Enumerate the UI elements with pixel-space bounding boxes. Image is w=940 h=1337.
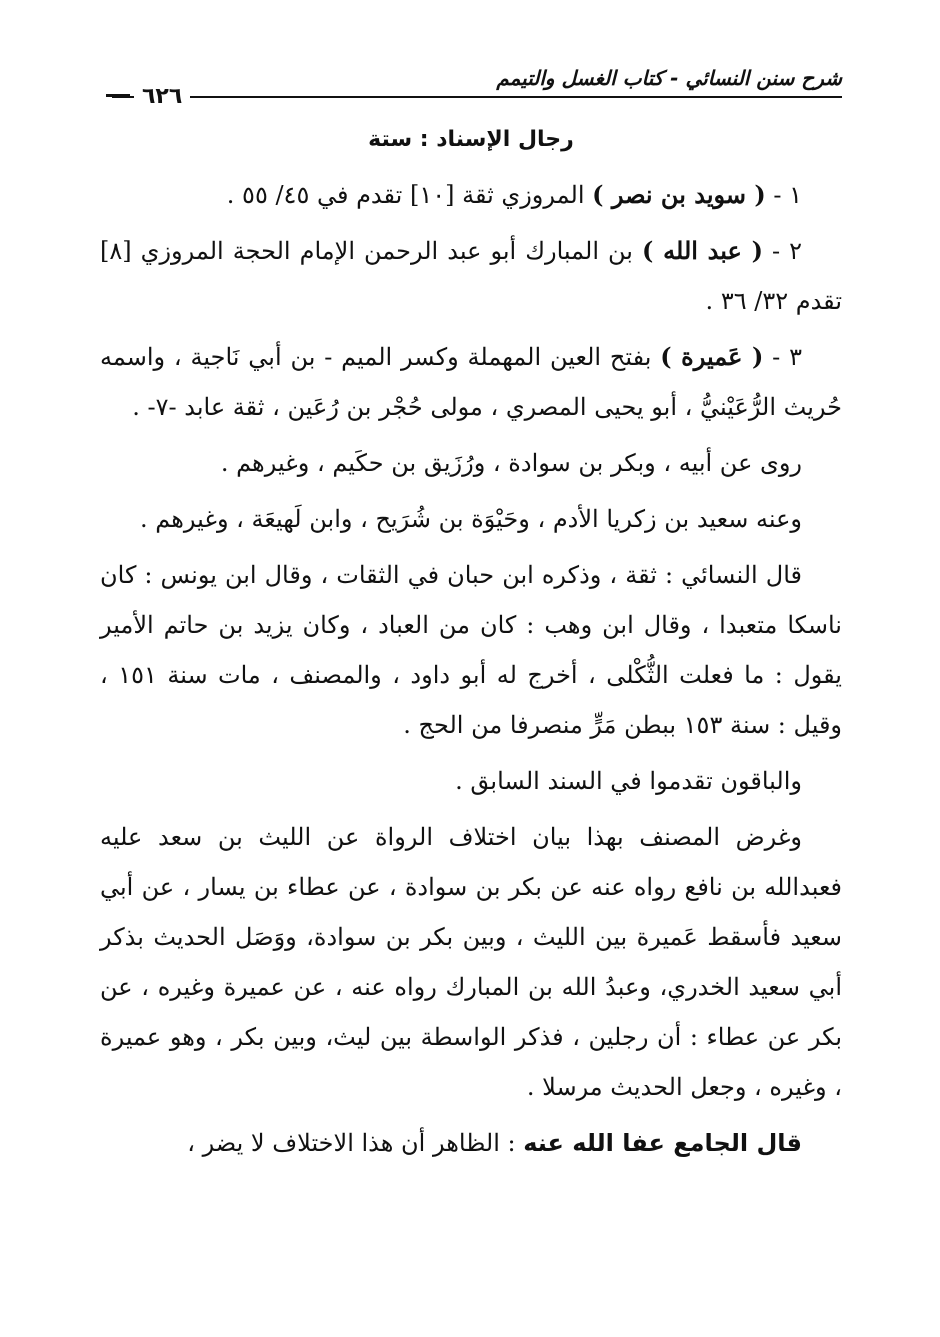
narrator-2 [100,226,842,326]
section-heading: رجال الإسناد : ستة [368,127,574,152]
narrator-1-text: المروزي ثقة [١٠] تقدم في ٤٥/ ٥٥ . [226,181,593,209]
grading-paragraph: قال النسائي : ثقة ، وذكره ابن حبان في الثقات ، وقال ابن يونس : كان ناسكا متعبدا ، وقال ابن وهب : كان من العباد ، وكان يزيد بن حاتم الأمير يقول : ما فعلت الثُّكْلى ، أخرج له أبو داود ، والمصنف ، مات سنة ١٥١ ، وقيل : سنة ١٥٣ ببطن مَرٍّ منصرفا من الحج . [100,561,842,739]
narrated-by-paragraph: وعنه سعيد بن زكريا الأدم ، وحَيْوَة بن شُرَيح ، وابن لَهيعَة ، وغيرهم . [140,505,802,533]
narrator-3-text: بفتح العين المهملة وكسر الميم - بن أبي نَاجية ، واسمه حُريث الرُّعَيْنيُّ ، أبو يحيى المصري ، مولى حُجْر بن رُعَين ، ثقة عابد -٧- . [100,343,842,421]
compiler-comment-lead: قال الجامع عفا الله عنه [523,1129,802,1157]
narrator-2-number: ٢ - [762,237,803,265]
header-rule [112,96,842,98]
narrator-2-text: بن المبارك أبو عبد الرحمن الإمام الحجة المروزي [٨] تقدم ٣٢/ ٣٦ . [100,237,842,315]
page-body [100,118,842,1174]
page-number: ٦٢٦ [134,84,190,109]
narrator-3 [100,332,842,432]
narrator-1-name: ( سويد بن نصر ) [592,180,766,209]
compiler-comment-paragraph [100,1118,842,1168]
header-dash [106,94,130,97]
narrator-1 [100,170,842,220]
narrator-2-name: ( عبد الله ) [642,236,763,265]
narrator-1-number: ١ - [765,181,802,209]
running-header [112,66,842,109]
narrator-3-number: ٣ - [763,343,802,371]
narrated-from-paragraph: روى عن أبيه ، وبكر بن سوادة ، ورُزَيق بن حكَيم ، وغيرهم . [220,449,802,477]
compiler-comment-text: : الظاهر أن هذا الاختلاف لا يضر ، [187,1129,524,1157]
remaining-narrators-paragraph: والباقون تقدموا في السند السابق . [455,767,802,795]
author-purpose-paragraph: وغرض المصنف بهذا بيان اختلاف الرواة عن الليث بن سعد عليه فعبدالله بن نافع رواه عنه عن بكر بن سوادة ، عن عطاء بن يسار ، عن أبي سعيد فأسقط عَميرة بين الليث ، وبين بكر بن سوادة، ووَصَل الحديث بذكر أبي سعيد الخدري، وعبدُ الله بن المبارك رواه عنه ، عن عميرة وغيره ، عن بكر عن عطاء : أن رجلين ، فذكر الواسطة بين ليث، وبين بكر ، وهو عميرة ، وغيره ، وجعل الحديث مرسلا . [100,823,842,1101]
header-title: شرح سنن النسائي - كتاب الغسل والتيمم [496,66,842,90]
narrator-3-name: ( عَميرة ) [660,342,764,371]
